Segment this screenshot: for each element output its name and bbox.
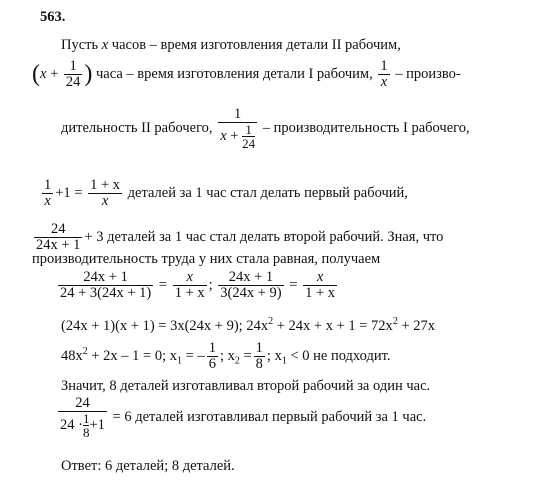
l9-f2-num: 1 bbox=[255, 340, 263, 356]
l3-f-den bbox=[218, 123, 257, 150]
l5-plus3: + 3 bbox=[84, 228, 104, 245]
l9-f1-den: 6 bbox=[208, 356, 216, 372]
l4-f1-den: x bbox=[44, 193, 51, 209]
l3-den-plus: + bbox=[230, 127, 239, 144]
l11-tail: деталей изготавливал первый рабочий за 1 час. bbox=[135, 408, 427, 425]
l3-fraction bbox=[218, 107, 257, 150]
l11-f-den bbox=[58, 412, 107, 439]
l2-fraction-1-24 bbox=[64, 59, 83, 90]
answer-line: Ответ: 6 деталей; 8 деталей. bbox=[61, 458, 235, 474]
l9-sub1: 1 bbox=[177, 355, 183, 367]
l11-den-a: 24 · bbox=[60, 416, 83, 433]
l7-f4-num: x bbox=[303, 270, 337, 286]
l9-g: < 0 не подходит. bbox=[286, 347, 391, 364]
l9-fraction-1-6 bbox=[207, 341, 218, 372]
l11-inner-den: 8 bbox=[82, 425, 90, 440]
l9-f1-num: 1 bbox=[208, 340, 216, 356]
l7-f4-den: 1 + x bbox=[305, 285, 336, 301]
l3-den-x: x bbox=[220, 127, 227, 144]
l7-fraction-4 bbox=[303, 270, 337, 301]
l2-plus: + bbox=[50, 65, 59, 82]
l9-a: 48x bbox=[61, 347, 83, 364]
l5-f-den: 24x + 1 bbox=[36, 237, 81, 253]
l3-f-num: 1 bbox=[218, 107, 257, 123]
l8-sup1: 2 bbox=[268, 316, 274, 328]
l2-close-paren: ) bbox=[84, 61, 93, 87]
l7-f3-num: 24x + 1 bbox=[218, 270, 283, 286]
l4-f1-num: 1 bbox=[44, 177, 52, 193]
l3-lead: дительность II рабочего, bbox=[61, 119, 213, 136]
l1-var: x bbox=[101, 37, 109, 53]
l4-tail: деталей за 1 час стал делать первый рабочий, bbox=[127, 184, 408, 201]
l7-f2-den: 1 + x bbox=[174, 285, 205, 301]
line-7 bbox=[56, 270, 339, 301]
l11-den-b: +1 bbox=[89, 416, 105, 433]
l9-b: + 2x – 1 = 0; x bbox=[87, 347, 178, 364]
line-8 bbox=[61, 318, 435, 335]
l8-text: (24x + 1)(x + 1) = 3x(24x + 9); 24x bbox=[61, 318, 269, 334]
l8-end: + 27x bbox=[397, 318, 435, 334]
line-1 bbox=[61, 37, 401, 54]
l5-tail: деталей за 1 час стал делать второй рабочий. Зная, что bbox=[107, 228, 444, 245]
l7-fraction-2 bbox=[173, 270, 207, 301]
l9-f2-den: 8 bbox=[255, 356, 263, 372]
l9-sub3: 1 bbox=[281, 355, 287, 367]
l11-eq: = 6 bbox=[112, 408, 132, 425]
l9-sub2: 2 bbox=[234, 355, 240, 367]
l4-f2-den: x bbox=[101, 193, 109, 209]
l3-inner-num: 1 bbox=[242, 123, 255, 137]
l4-fraction-1px-x bbox=[88, 178, 122, 209]
l11-inner-num: 1 bbox=[82, 411, 90, 426]
line-3 bbox=[61, 107, 470, 150]
line-6: производительность труда у них стала равная, получаем bbox=[32, 251, 381, 267]
line-11 bbox=[56, 396, 426, 439]
l2-fraction-1-x bbox=[378, 59, 389, 90]
l2-rest: часа – время изготовления детали I рабочим, bbox=[96, 65, 373, 82]
l1-rest: часов – время изготовления детали II рабочим, bbox=[111, 37, 401, 53]
l11-f-num: 24 bbox=[58, 396, 107, 412]
line-2 bbox=[32, 59, 461, 90]
l8-sup2: 2 bbox=[392, 316, 398, 328]
l11-fraction bbox=[58, 396, 107, 439]
problem-number: 563. bbox=[40, 9, 66, 25]
l9-fraction-1-8 bbox=[254, 341, 265, 372]
l3-tail: – производительность I рабочего, bbox=[262, 119, 470, 136]
l3-inner-den: 24 bbox=[242, 136, 256, 151]
l7-f1-num: 24x + 1 bbox=[58, 270, 153, 286]
l7-fraction-1 bbox=[58, 270, 153, 301]
l2-open-paren: ( bbox=[32, 61, 40, 87]
l9-sup: 2 bbox=[82, 346, 88, 357]
l9-c: = – bbox=[182, 347, 205, 364]
l7-fraction-3 bbox=[218, 270, 283, 301]
l7-f3-den: 3(24x + 9) bbox=[220, 285, 282, 301]
l9-e: = bbox=[239, 347, 252, 364]
line-5 bbox=[32, 222, 443, 253]
l9-f: ; x bbox=[266, 347, 282, 364]
l7-f2-num: x bbox=[173, 270, 207, 286]
l2-f-num: 1 bbox=[380, 58, 388, 74]
l7-eq: = bbox=[158, 276, 168, 293]
l2-frac-den: 24 bbox=[65, 74, 81, 90]
l2-frac-num: 1 bbox=[64, 59, 83, 75]
l2-tail: – произво- bbox=[395, 65, 461, 82]
l8-mid: + 24x + x + 1 = 72x bbox=[273, 318, 393, 334]
l1-lead: Пусть bbox=[61, 37, 99, 53]
line-10: Значит, 8 деталей изготавливал второй рабочий за один час. bbox=[61, 378, 431, 394]
line-4 bbox=[40, 178, 408, 209]
l2-x: x bbox=[40, 65, 47, 82]
l4-f2-num: 1 + x bbox=[90, 177, 121, 193]
l4-fraction-1-x bbox=[42, 178, 53, 209]
l4-mid: +1 = bbox=[55, 184, 83, 201]
l7-f1-den: 24 + 3(24x + 1) bbox=[60, 285, 152, 301]
l9-d: ; x bbox=[219, 347, 235, 364]
l7-sep: ; bbox=[208, 276, 213, 293]
l2-f-den: x bbox=[380, 74, 388, 90]
l3-inner-fraction bbox=[242, 123, 255, 150]
l7-eq2: = bbox=[289, 276, 298, 293]
l5-fraction bbox=[34, 222, 82, 253]
line-9 bbox=[61, 341, 390, 372]
l5-f-num: 24 bbox=[34, 222, 82, 238]
